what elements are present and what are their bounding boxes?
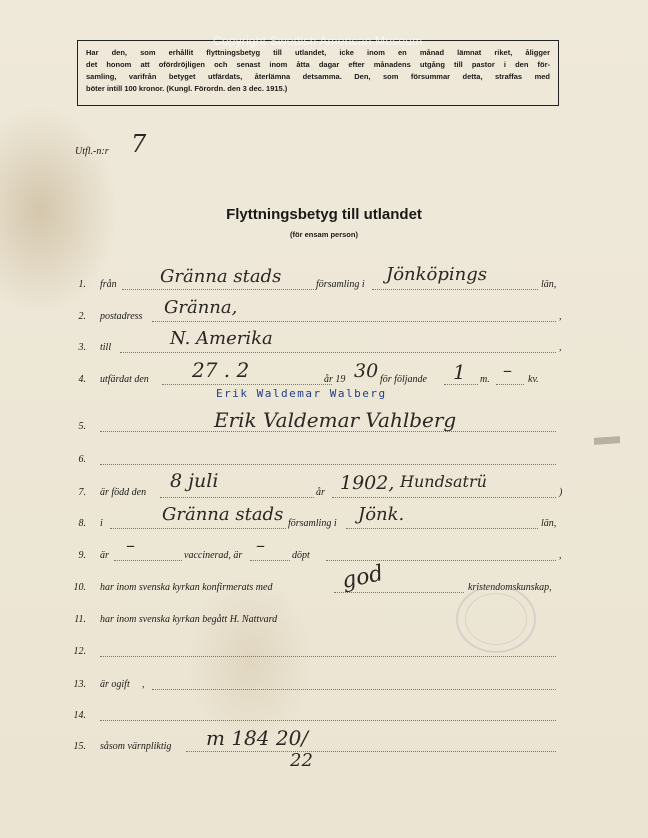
dotted-line: [160, 497, 314, 498]
dotted-line: [332, 497, 556, 498]
dotted-line: [346, 528, 538, 529]
field-label: såsom värnpliktig: [100, 741, 172, 752]
field-number: 13.: [73, 679, 86, 690]
notice-box: [77, 40, 559, 106]
field-label: år 19: [324, 374, 346, 385]
dotted-line: [120, 352, 556, 353]
field-number: 4.: [78, 374, 86, 385]
utfl-value: 7: [131, 130, 147, 158]
field-label: har inom svenska kyrkan konfirmerats med: [100, 582, 273, 593]
document-subtitle: (för ensam person): [290, 230, 358, 239]
handwritten-value: –: [126, 535, 135, 556]
handwritten-value: 30: [354, 360, 379, 382]
handwritten-value: –: [503, 360, 512, 381]
notice-line: det honom att ofördröjligen och senast inom åtta dagar efter månadens utgång till pastor i den för-: [86, 60, 550, 69]
field-number: 7.: [78, 487, 86, 498]
field-label: för följande: [380, 374, 427, 385]
dotted-line: [100, 464, 556, 465]
notice-line: böter intill 100 kronor. (Kungl. Förordn. den 3 dec. 1915.): [86, 84, 288, 93]
watermark: Copyright Swedish American Museum: [213, 34, 423, 48]
field-label: län,: [541, 279, 557, 290]
field-label: ,: [559, 342, 562, 353]
dotted-line: [444, 384, 478, 385]
field-number: 15.: [73, 741, 86, 752]
field-label: församling i: [288, 518, 337, 529]
field-label: kristendomskunskap,: [468, 582, 552, 593]
field-label: döpt: [292, 550, 310, 561]
field-number: 1.: [78, 279, 86, 290]
handwritten-value: N. Amerika: [170, 328, 273, 349]
field-label: utfärdat den: [100, 374, 149, 385]
field-number: 2.: [78, 311, 86, 322]
document-title: Flyttningsbetyg till utlandet: [226, 206, 422, 223]
field-number: 12.: [73, 646, 86, 657]
field-number: 6.: [78, 454, 86, 465]
field-number: 9.: [78, 550, 86, 561]
dotted-line: [372, 289, 538, 290]
field-label: är född den: [100, 487, 147, 498]
field-number: 8.: [78, 518, 86, 529]
field-label: län,: [541, 518, 557, 529]
field-number: 14.: [73, 710, 86, 721]
dotted-line: [100, 656, 556, 657]
field-label: kv.: [528, 374, 539, 385]
dotted-line: [100, 720, 556, 721]
handwritten-value: Hundsatrü: [400, 472, 487, 491]
field-label: till: [100, 342, 112, 353]
field-label: ,: [559, 311, 562, 322]
field-number: 11.: [74, 614, 86, 625]
field-label: församling i: [316, 279, 365, 290]
faint-stamp: [456, 585, 536, 653]
dotted-line: [162, 384, 332, 385]
field-label: postadress: [100, 311, 143, 322]
handwritten-value: 1: [453, 360, 466, 384]
field-label: ): [559, 487, 563, 498]
dotted-line: [496, 384, 524, 385]
field-label: år: [316, 487, 325, 498]
handwritten-value: 22: [290, 750, 313, 771]
field-number: 10.: [73, 582, 86, 593]
utfl-label: Utfl.-n:r: [75, 146, 109, 157]
dotted-line: [152, 321, 556, 322]
field-label: m.: [480, 374, 490, 385]
field-label: ,: [142, 679, 145, 690]
field-label: vaccinerad, är: [184, 550, 243, 561]
handwritten-value: 1902,: [340, 472, 395, 494]
field-label: har inom svenska kyrkan begått H. Nattvard: [100, 614, 278, 625]
handwritten-value: m 184 20/: [206, 726, 309, 750]
handwritten-value: Gränna,: [164, 297, 238, 318]
typed-annotation: Erik Waldemar Walberg: [216, 387, 387, 400]
dotted-line: [114, 560, 182, 561]
dotted-line: [152, 689, 556, 690]
dotted-line: [326, 560, 556, 561]
dotted-line: [250, 560, 290, 561]
notice-line: samling, varifrån betyget utfärdats, återlämna detsamma. Den, som försummar detta, straffas med: [86, 72, 550, 81]
handwritten-value: Erik Valdemar Vahlberg: [214, 408, 457, 432]
handwritten-value: 8 juli: [170, 470, 219, 492]
field-number: 3.: [78, 342, 86, 353]
handwritten-value: Jönköpings: [386, 264, 488, 285]
handwritten-value: god: [339, 560, 386, 595]
handwritten-value: –: [256, 535, 265, 556]
handwritten-value: Jönk.: [358, 504, 405, 525]
field-label: är ogift: [100, 679, 130, 690]
field-number: 5.: [78, 421, 86, 432]
dotted-line: [186, 751, 556, 752]
field-label: är: [100, 550, 109, 561]
field-label: i: [100, 518, 103, 529]
dotted-line: [122, 289, 316, 290]
tape-mark: [594, 436, 620, 445]
field-label: från: [100, 279, 117, 290]
handwritten-value: Gränna stads: [160, 266, 282, 287]
dotted-line: [110, 528, 286, 529]
handwritten-value: Gränna stads: [162, 504, 284, 525]
notice-line: Har den, som erhållit flyttningsbetyg till utlandet, icke inom en månad lämnat riket, åligger: [86, 48, 550, 57]
handwritten-value: 27 . 2: [192, 358, 250, 382]
field-label: ,: [559, 550, 562, 561]
